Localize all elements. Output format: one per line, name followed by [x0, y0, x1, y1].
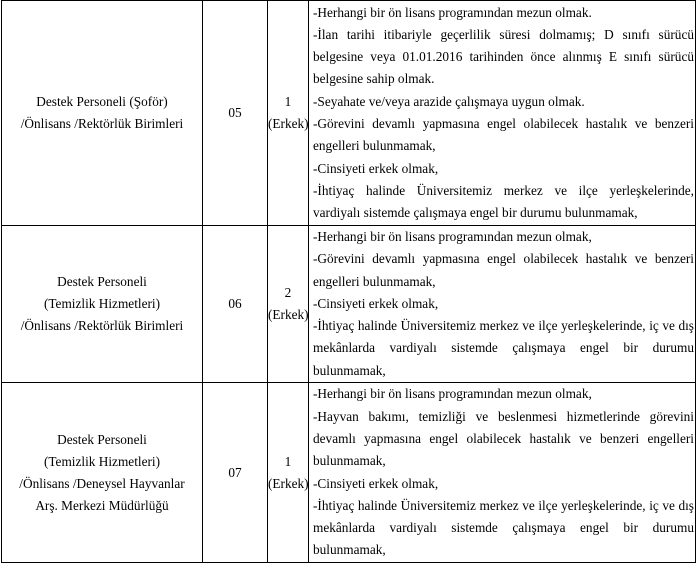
- requirement-item: -İhtiyaç halinde Üniversitemiz merkez ve ilçe yerleşkelerinde, iç ve dış mekânlarda vardiyalı sistemde çalışmaya engel bir durumu bulunmamak,: [313, 318, 694, 378]
- position-title-line: /Önlisans /Rektörlük Birimleri: [20, 318, 184, 334]
- position-gender: (Erkek): [268, 307, 309, 323]
- position-code-cell: 05: [203, 1, 268, 226]
- position-title-line: Destek Personeli (Şoför): [36, 94, 168, 109]
- table-row: [2, 383, 696, 563]
- requirements-cell: [309, 1, 696, 226]
- requirements-list: [309, 226, 695, 382]
- position-title-line: Arş. Merkezi Müdürlüğü: [35, 497, 169, 513]
- requirements-list: [309, 383, 695, 561]
- position-title-cell: [2, 383, 203, 563]
- position-title-line: (Temizlik Hizmetleri): [43, 453, 161, 469]
- requirements-list: [309, 2, 695, 225]
- requirement-item: -İhtiyaç halinde Üniversitemiz merkez ve ilçe yerleşkelerinde, vardiyalı sistemde çalışmaya engel bir durumu bulunmamak,: [313, 182, 694, 221]
- position-title-line: /Önlisans /Deneysel Hayvanlar: [19, 475, 185, 491]
- position-code-cell: 06: [203, 226, 268, 383]
- position-gender: (Erkek): [268, 475, 309, 491]
- position-title-line: Destek Personeli: [57, 431, 147, 447]
- position-gender: (Erkek): [268, 116, 309, 131]
- position-title-line: (Temizlik Hizmetleri): [43, 296, 161, 312]
- position-title-line: /Önlisans /Rektörlük Birimleri: [20, 116, 184, 131]
- requirement-item: -Hayvan bakımı, temizliği ve beslenmesi hizmetlerinde görevini devamlı yapmasına engel olabilecek hastalık ve benzeri engelleri bulunmamak,: [313, 408, 694, 469]
- requirement-item: -Cinsiyeti erkek olmak,: [313, 160, 439, 176]
- requirements-table: [1, 0, 696, 563]
- position-count-cell: [268, 383, 309, 563]
- requirement-item: -Herhangi bir ön lisans programından mezun olmak.: [313, 4, 592, 20]
- requirement-item: -Görevini devamlı yapmasına engel olabilecek hastalık ve benzeri engelleri bulunmamak,: [313, 251, 694, 289]
- requirement-item: -Görevini devamlı yapmasına engel olabilecek hastalık ve benzeri engelleri bulunmamak,: [313, 116, 694, 154]
- requirements-cell: [309, 383, 696, 563]
- requirement-item: -Cinsiyeti erkek olmak,: [313, 295, 439, 311]
- requirement-item: -İhtiyaç halinde Üniversitemiz merkez ve ilçe yerleşkelerinde, iç ve dış mekânlarda vardiyalı sistemde çalışmaya engel bir durumu bulunmamak,: [313, 497, 694, 558]
- position-count: 1: [284, 453, 292, 469]
- requirement-item: -Cinsiyeti erkek olmak,: [313, 475, 439, 491]
- table-row: [2, 226, 696, 383]
- position-title-line: Destek Personeli: [57, 274, 147, 290]
- requirement-item: -İlan tarihi itibariyle geçerlilik süresi dolmamış; D sınıfı sürücü belgesine veya 01.01.2016 tarihinden önce alınmış E sınıfı sürücü belgesine sahip olmak.: [313, 26, 694, 87]
- position-count-cell: [268, 1, 309, 226]
- table-row: [2, 1, 696, 226]
- position-title-cell: [2, 1, 203, 226]
- position-code-cell: 07: [203, 383, 268, 563]
- position-title-cell: [2, 226, 203, 383]
- requirements-cell: [309, 226, 696, 383]
- requirement-item: -Seyahate ve/veya arazide çalışmaya uygun olmak.: [313, 93, 585, 109]
- requirement-item: -Herhangi bir ön lisans programından mezun olmak,: [313, 229, 592, 244]
- position-count: 1: [284, 94, 292, 109]
- requirement-item: -Herhangi bir ön lisans programından mezun olmak,: [313, 386, 592, 402]
- position-count: 2: [284, 285, 292, 301]
- position-count-cell: [268, 226, 309, 383]
